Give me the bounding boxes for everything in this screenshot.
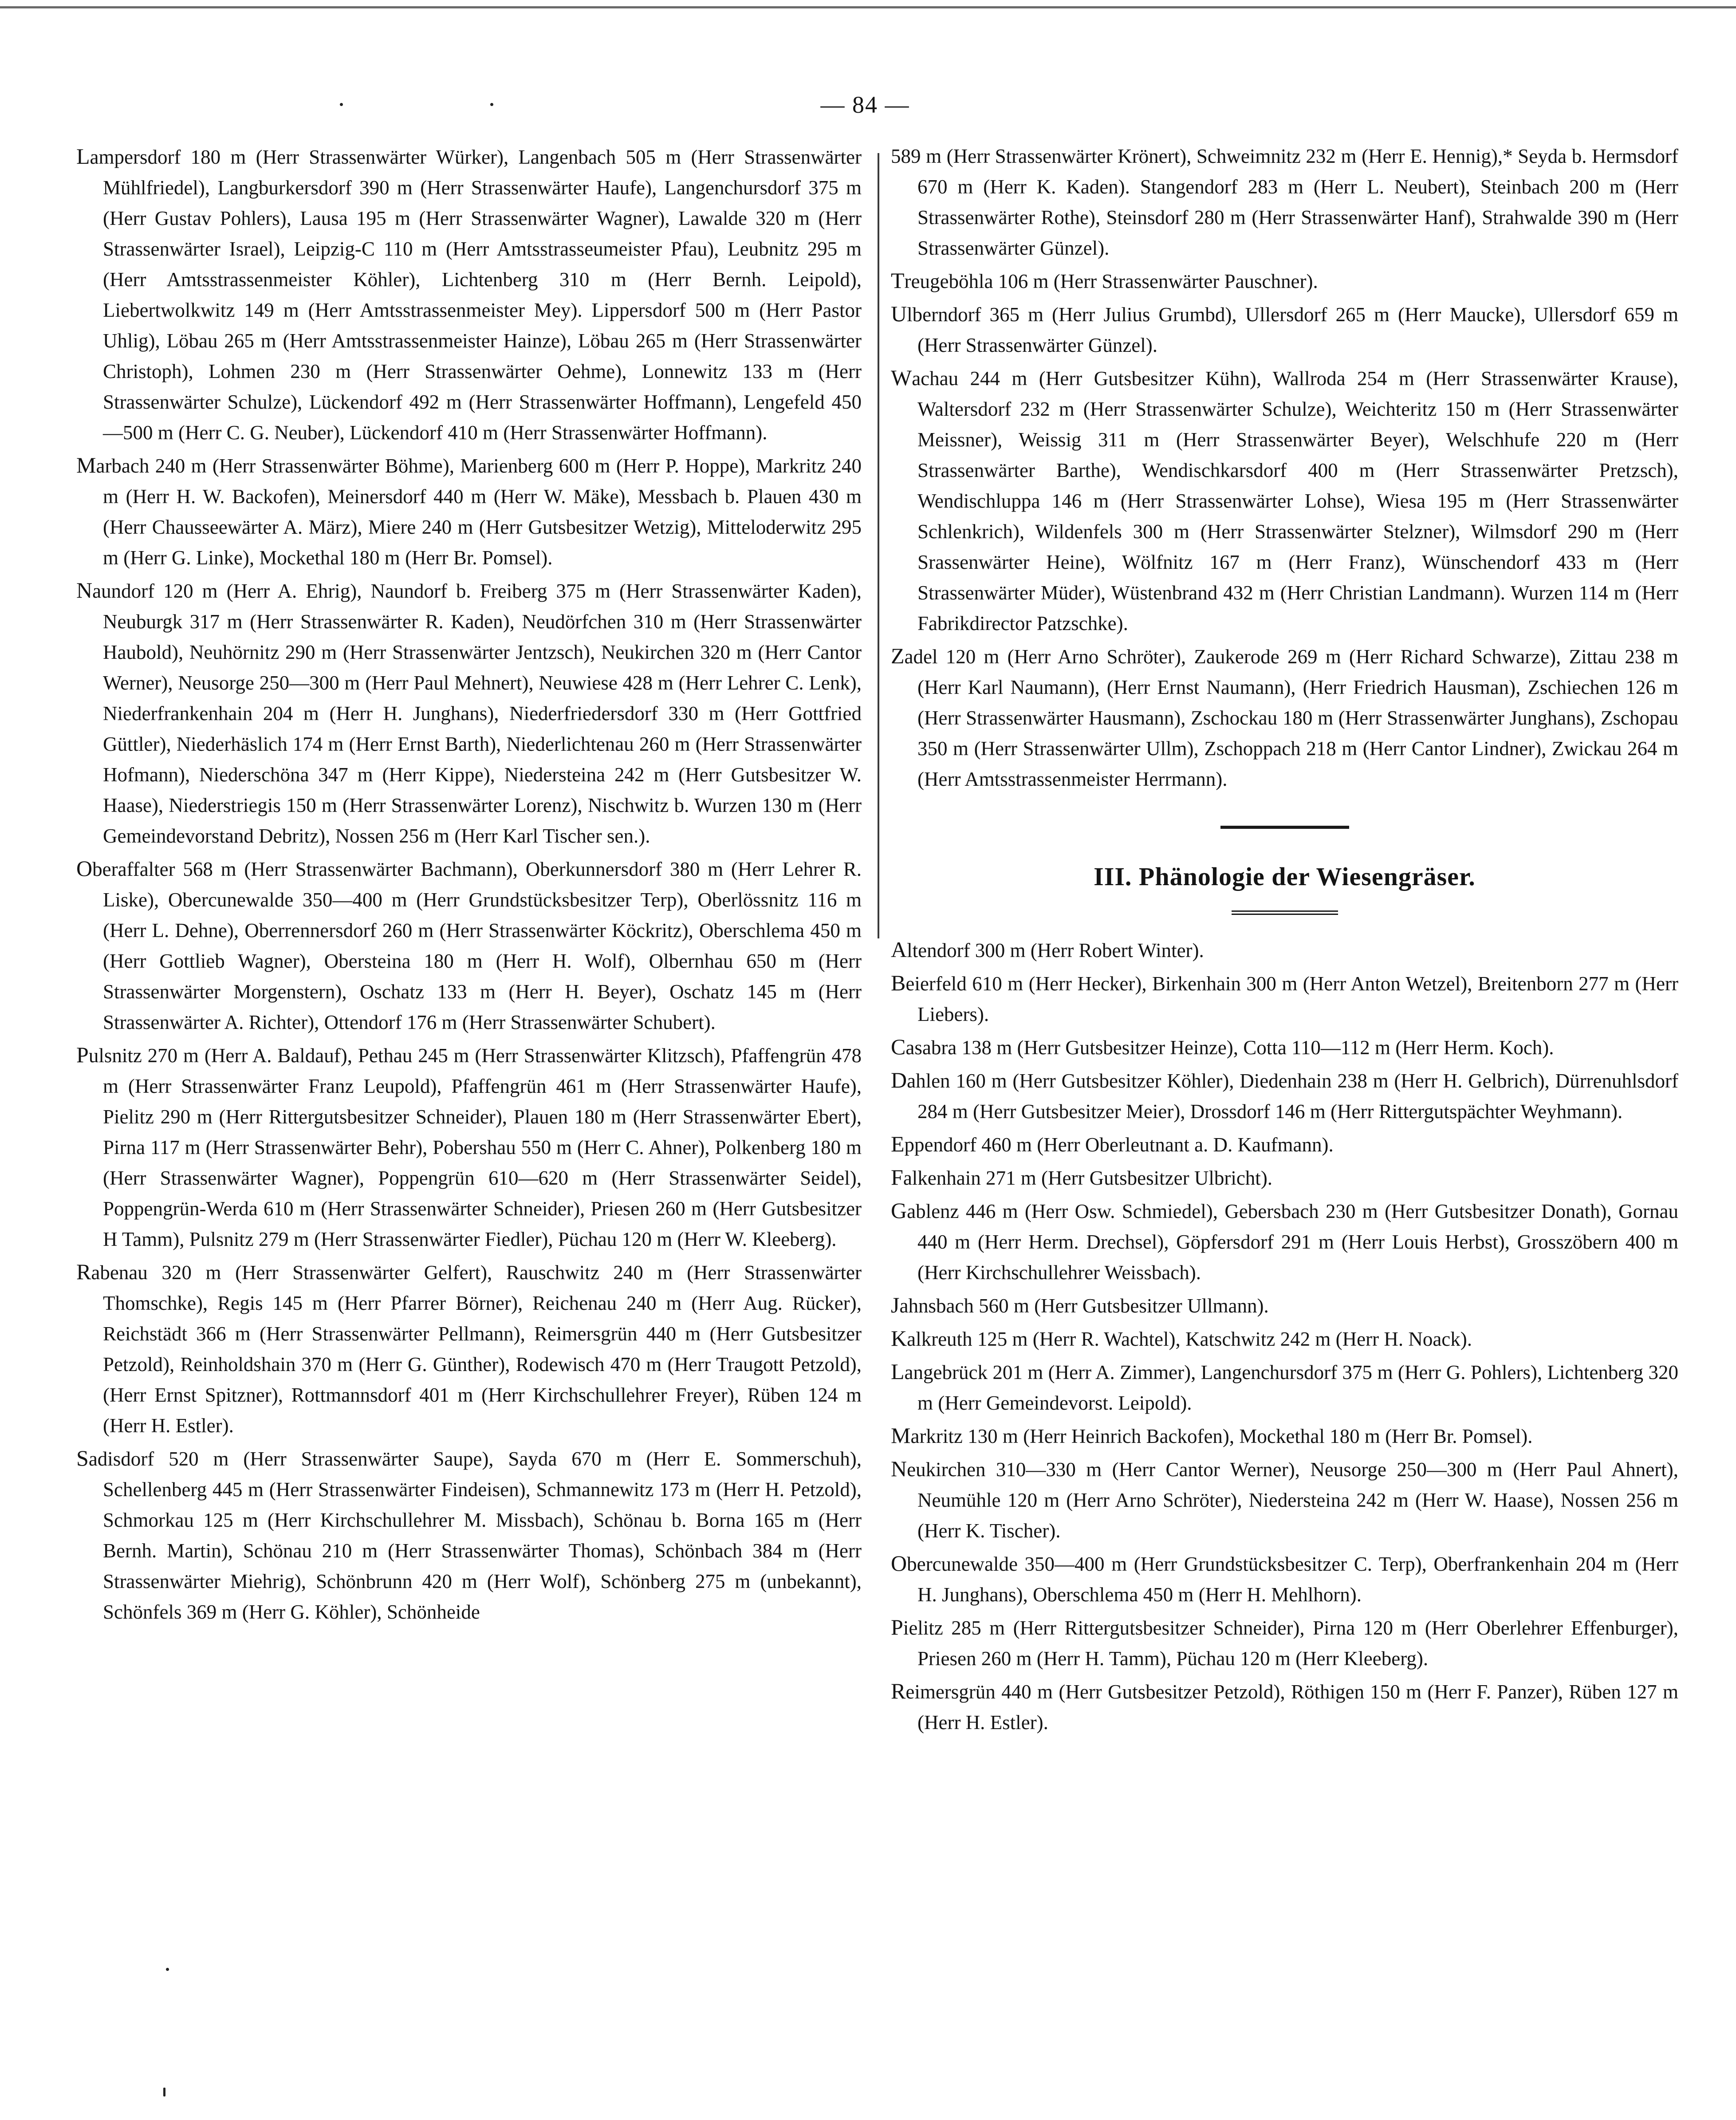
- entry-text: asabra 138 m (Herr Gutsbesitzer Heinze), Cotta 110—112 m (Herr Herm. Koch).: [905, 1036, 1554, 1059]
- place-entry: [891, 1065, 1678, 1127]
- entry-initial: D: [891, 1068, 907, 1092]
- entry-initial: N: [891, 1456, 907, 1481]
- place-entry: [891, 1676, 1678, 1738]
- entry-text: ielitz 285 m (Herr Rittergutsbesitzer Schneider), Pirna 120 m (Herr Oberlehrer Effenburger), Priesen 260 m (Herr H. Tamm), Püchau 120 m (Herr Kleeberg).: [903, 1617, 1678, 1670]
- place-entry: [76, 853, 862, 1038]
- place-entry: [891, 934, 1678, 966]
- entry-initial: O: [76, 856, 93, 881]
- entry-initial: M: [76, 453, 96, 477]
- entry-text: arbach 240 m (Herr Strassenwärter Böhme), Marienberg 600 m (Herr P. Hoppe), Markritz 240 m (Herr H. W. Backofen), Meinersdorf 440 m (Herr W. Mäke), Messbach b. Plauen 430 m (Herr Chausseewärter A. März), Miere 240 m (Herr Gutsbesitzer Wetzig), Mitteloderwitz 295 m (Herr G. Linke), Mockethal 180 m (Herr Br. Pomsel).: [96, 455, 862, 569]
- entry-initial: T: [891, 268, 905, 293]
- place-entry: [76, 450, 862, 573]
- entry-text: aundorf 120 m (Herr A. Ehrig), Naundorf b. Freiberg 375 m (Herr Strassenwärter Kaden), Neuburgk 317 m (Herr Strassenwärter R. Kaden), Neudörfchen 310 m (Herr Strassenwärter Haubold), Neuhörnitz 290 m (Herr Strassenwärter Jentzsch), Neukirchen 320 m (Herr Cantor Werner), Neusorge 250—300 m (Herr Paul Mehnert), Neuwiese 428 m (Herr Lehrer C. Lenk), Niederfrankenhain 204 m (Herr H. Junghans), Niederfriedersdorf 330 m (Herr Gottfried Güttler), Niederhäslich 174 m (Herr Ernst Barth), Niederlichtenau 260 m (Herr Strassenwärter Hofmann), Niederschöna 347 m (Herr Kippe), Niedersteina 242 m (Herr Gutsbesitzer W. Haase), Niederstriegis 150 m (Herr Strassenwärter Lorenz), Nischwitz b. Wurzen 130 m (Herr Gemeindevorstand Debritz), Nossen 256 m (Herr Karl Tischer sen.).: [92, 580, 862, 847]
- print-speck: [163, 2088, 165, 2096]
- place-entry: [891, 299, 1678, 361]
- place-entry: [891, 641, 1678, 795]
- entry-text: ulsnitz 270 m (Herr A. Baldauf), Pethau 245 m (Herr Strassenwärter Klitzsch), Pfaffengrün 478 m (Herr Strassenwärter Franz Leupold), Pfaffengrün 461 m (Herr Strassenwärter Haufe), Pielitz 290 m (Herr Rittergutsbesitzer Schneider), Plauen 180 m (Herr Strassenwärter Ebert), Pirna 117 m (Herr Strassenwärter Behr), Pobershau 550 m (Herr C. Ahner), Polkenberg 180 m (Herr Strassenwärter Wagner), Poppengrün 610—620 m (Herr Strassenwärter Seidel), Poppengrün-Werda 610 m (Herr Strassenwärter Schneider), Priesen 260 m (Herr Gutsbesitzer H Tamm), Pulsnitz 279 m (Herr Strassenwärter Fiedler), Püchau 120 m (Herr W. Kleeberg).: [88, 1044, 862, 1250]
- entry-initial: O: [891, 1551, 907, 1576]
- section-title: III. Phänologie der Wiesengräser.: [1094, 862, 1476, 891]
- entry-text: eukirchen 310—330 m (Herr Cantor Werner), Neusorge 250—300 m (Herr Paul Ahnert), Neumühle 120 m (Herr Arno Schröter), Niedersteina 242 m (Herr W. Haase), Nossen 256 m (Herr K. Tischer).: [907, 1458, 1678, 1542]
- section-separator-rule: [1220, 826, 1349, 829]
- place-entry: [891, 1323, 1678, 1355]
- entry-text: beraffalter 568 m (Herr Strassenwärter Bachmann), Oberkunnersdorf 380 m (Herr Lehrer R. Liske), Obercunewalde 350—400 m (Herr Grundstücksbesitzer Terp), Oberlössnitz 116 m (Herr L. Dehne), Oberrennersdorf 260 m (Herr Strassenwärter Köckritz), Oberschlema 450 m (Herr Gottlieb Wagner), Obersteina 180 m (Herr H. Wolf), Olbernhau 650 m (Herr Strassenwärter Morgenstern), Oschatz 133 m (Herr H. Beyer), Oschatz 145 m (Herr Strassenwärter A. Richter), Ottendorf 176 m (Herr Strassenwärter Schubert).: [92, 858, 862, 1033]
- right-column-phenology-list: [891, 934, 1678, 1738]
- entry-text: lberndorf 365 m (Herr Julius Grumbd), Ullersdorf 265 m (Herr Maucke), Ullersdorf 659 m (Herr Strassenwärter Günzel).: [907, 303, 1678, 356]
- entry-text: alkreuth 125 m (Herr R. Wachtel), Katschwitz 242 m (Herr H. Noack).: [907, 1328, 1472, 1350]
- entry-initial: P: [891, 1615, 903, 1639]
- print-speck: [490, 103, 493, 106]
- entry-initial: P: [76, 1042, 89, 1067]
- place-entry: [891, 1356, 1678, 1419]
- place-entry: [76, 141, 862, 448]
- entry-text: adel 120 m (Herr Arno Schröter), Zaukerode 269 m (Herr Richard Schwarze), Zittau 238 m (Herr Karl Naumann), (Herr Ernst Naumann), (Herr Friedrich Hausman), Zschiechen 126 m (Herr Strassenwärter Hausmann), Zschockau 180 m (Herr Strassenwärter Junghans), Zschopau 350 m (Herr Strassenwärter Ullm), Zschoppach 218 m (Herr Cantor Lindner), Zwickau 264 m (Herr Amtsstrassenmeister Herrmann).: [904, 646, 1678, 790]
- entry-text: achau 244 m (Herr Gutsbesitzer Kühn), Wallroda 254 m (Herr Strassenwärter Krause), Waltersdorf 232 m (Herr Strassenwärter Schulze), Weichteritz 150 m (Herr Strassenwärter Meissner), Weissig 311 m (Herr Strassenwärter Beyer), Welschhufe 220 m (Herr Strassenwärter Barthe), Wendischkarsdorf 400 m (Herr Strassenwärter Pretzsch), Wendischluppa 146 m (Herr Strassenwärter Lohse), Wiesa 195 m (Herr Strassenwärter Schlenkrich), Wildenfels 300 m (Herr Strassenwärter Stelzner), Wilmsdorf 290 m (Herr Srassenwärter Heine), Wölfnitz 167 m (Herr Franz), Wünschendorf 433 m (Herr Strassenwärter Müder), Wüstenbrand 432 m (Herr Christian Landmann). Wurzen 114 m (Herr Fabrikdirector Patzschke).: [912, 367, 1678, 634]
- left-column: [76, 141, 862, 1629]
- place-entry: [891, 1454, 1678, 1546]
- entry-text: 589 m (Herr Strassenwärter Krönert), Schweimnitz 232 m (Herr E. Hennig),* Seyda b. Hermsdorf 670 m (Herr K. Kaden). Stangendorf 283 m (Herr L. Neubert), Steinbach 200 m (Herr Strassenwärter Rothe), Steinsdorf 280 m (Herr Strassenwärter Hanf), Strahwalde 390 m (Herr Strassenwärter Günzel).: [891, 145, 1678, 259]
- entry-text: ablenz 446 m (Herr Osw. Schmiedel), Gebersbach 230 m (Herr Gutsbesitzer Donath), Gornau 440 m (Herr Herm. Drechsel), Göpfersdorf 291 m (Herr Louis Herbst), Grosszöbern 400 m (Herr Kirchschullehrer Weissbach).: [907, 1200, 1678, 1284]
- place-entry: [891, 1290, 1678, 1321]
- entry-initial: U: [891, 301, 907, 326]
- entry-text: eierfeld 610 m (Herr Hecker), Birkenhain 300 m (Herr Anton Wetzel), Breitenborn 277 m (Herr Liebers).: [905, 973, 1678, 1025]
- entry-initial: N: [76, 578, 93, 603]
- entry-initial: J: [891, 1292, 900, 1317]
- entry-initial: L: [891, 1359, 905, 1384]
- entry-initial: G: [891, 1198, 907, 1223]
- place-entry: [891, 141, 1678, 264]
- place-entry: [76, 575, 862, 851]
- entry-text: arkritz 130 m (Herr Heinrich Backofen), Mockethal 180 m (Herr Br. Pomsel).: [910, 1425, 1533, 1447]
- place-entry: [891, 1420, 1678, 1452]
- place-entry: [891, 1032, 1678, 1063]
- entry-text: ahnsbach 560 m (Herr Gutsbesitzer Ullmann).: [899, 1295, 1269, 1317]
- right-column: [891, 141, 1678, 1740]
- print-speck: [166, 1968, 169, 1971]
- place-entry: [891, 1548, 1678, 1610]
- entry-initial: R: [76, 1259, 91, 1284]
- place-entry: [76, 1257, 862, 1441]
- entry-text: reugeböhla 106 m (Herr Strassenwärter Pauschner).: [904, 270, 1318, 292]
- top-border-rule: [0, 6, 1736, 8]
- entry-text: alkenhain 271 m (Herr Gutsbesitzer Ulbricht).: [903, 1167, 1273, 1189]
- place-entry: [891, 968, 1678, 1030]
- place-entry: [891, 1129, 1678, 1160]
- entry-initial: S: [76, 1446, 89, 1470]
- entry-initial: K: [891, 1326, 907, 1351]
- place-entry: [76, 1443, 862, 1627]
- entry-text: ampersdorf 180 m (Herr Strassenwärter Würker), Langenbach 505 m (Herr Strassenwärter Mühlfriedel), Langburkersdorf 390 m (Herr Strassenwärter Haufe), Langenchursdorf 375 m (Herr Gustav Pohlers), Lausa 195 m (Herr Strassenwärter Wagner), Lawalde 320 m (Herr Strassenwärter Israel), Leipzig-C 110 m (Herr Amtsstrasseumeister Pfau), Leubnitz 295 m (Herr Amtsstrassenmeister Köhler), Lichtenberg 310 m (Herr Bernh. Leipold), Liebertwolkwitz 149 m (Herr Amtsstrassenmeister Mey). Lippersdorf 500 m (Herr Pastor Uhlig), Löbau 265 m (Herr Amtsstrassenmeister Hainze), Löbau 265 m (Herr Strassenwärter Christoph), Lohmen 230 m (Herr Strassenwärter Oehme), Lonnewitz 133 m (Herr Strassenwärter Schulze), Lückendorf 492 m (Herr Strassenwärter Hoffmann), Lengefeld 450—500 m (Herr C. G. Neuber), Lückendorf 410 m (Herr Strassenwärter Hoffmann).: [90, 146, 862, 444]
- entry-initial: R: [891, 1679, 906, 1703]
- page-number: — 84 —: [820, 91, 910, 118]
- entry-text: adisdorf 520 m (Herr Strassenwärter Saupe), Sayda 670 m (Herr E. Sommerschuh), Schellenberg 445 m (Herr Strassenwärter Findeisen), Schmannewitz 173 m (Herr H. Petzold), Schmorkau 125 m (Herr Kirchschullehrer M. Missbach), Schönau b. Borna 165 m (Herr Bernh. Martin), Schönau 210 m (Herr Strassenwärter Thomas), Schönbach 384 m (Herr Strassenwärter Miehrig), Schönbrunn 420 m (Herr Wolf), Schönberg 275 m (unbekannt), Schönfels 369 m (Herr G. Köhler), Schönheide: [88, 1448, 862, 1623]
- place-entry: [891, 1195, 1678, 1288]
- place-entry: [891, 363, 1678, 639]
- entry-initial: M: [891, 1423, 911, 1448]
- entry-initial: C: [891, 1034, 906, 1059]
- entry-text: ahlen 160 m (Herr Gutsbesitzer Köhler), Diedenhain 238 m (Herr H. Gelbrich), Dürrenuhlsdorf 284 m (Herr Gutsbesitzer Meier), Drossdorf 146 m (Herr Rittergutspächter Weyhmann).: [907, 1070, 1678, 1123]
- place-entry: [891, 1162, 1678, 1194]
- column-divider: [878, 153, 879, 938]
- entry-initial: F: [891, 1165, 903, 1190]
- entry-text: abenau 320 m (Herr Strassenwärter Gelfert), Rauschwitz 240 m (Herr Strassenwärter Thomschke), Regis 145 m (Herr Pfarrer Börner), Reichenau 240 m (Herr Aug. Rücker), Reichstädt 366 m (Herr Strassenwärter Pellmann), Reimersgrün 440 m (Herr Gutsbesitzer Petzold), Reinholdshain 370 m (Herr G. Günther), Rodewisch 470 m (Herr Traugott Petzold), (Herr Ernst Spitzner), Rottmannsdorf 401 m (Herr Kirchschullehrer Freyer), Rüben 124 m (Herr H. Estler).: [91, 1261, 862, 1437]
- entry-initial: L: [76, 144, 90, 169]
- entry-text: eimersgrün 440 m (Herr Gutsbesitzer Petzold), Röthigen 150 m (Herr F. Panzer), Rüben 127 m (Herr H. Estler).: [905, 1681, 1678, 1734]
- entry-initial: Z: [891, 643, 905, 668]
- title-underline-rule: [1232, 910, 1338, 915]
- place-entry: [891, 265, 1678, 297]
- entry-initial: W: [891, 365, 912, 390]
- place-entry: [76, 1040, 862, 1255]
- place-entry: [891, 1612, 1678, 1674]
- entry-initial: A: [891, 937, 907, 962]
- entry-text: bercunewalde 350—400 m (Herr Grundstücksbesitzer C. Terp), Oberfrankenhain 204 m (Herr H. Junghans), Oberschlema 450 m (Herr H. Mehlhorn).: [907, 1553, 1678, 1606]
- entry-text: angebrück 201 m (Herr A. Zimmer), Langenchursdorf 375 m (Herr G. Pohlers), Lichtenberg 320 m (Herr Gemeindevorst. Leipold).: [904, 1361, 1678, 1414]
- print-speck: [340, 103, 343, 106]
- entry-text: ltendorf 300 m (Herr Robert Winter).: [907, 939, 1204, 961]
- entry-initial: B: [891, 970, 906, 995]
- entry-text: ppendorf 460 m (Herr Oberleutnant a. D. Kaufmann).: [904, 1134, 1334, 1156]
- right-column-continued-list: [891, 141, 1678, 795]
- entry-initial: E: [891, 1131, 905, 1156]
